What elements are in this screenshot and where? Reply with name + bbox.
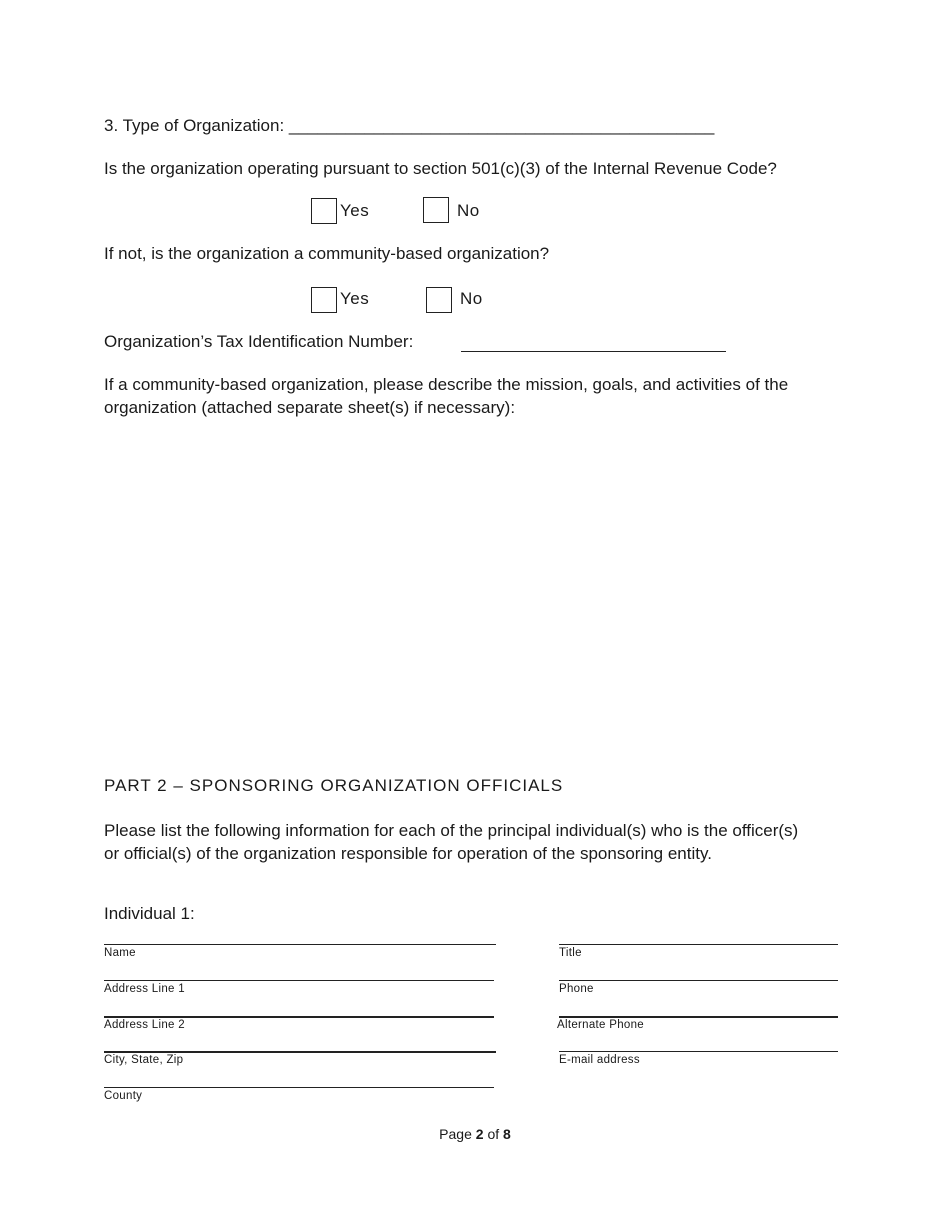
email-input-line[interactable]	[559, 1051, 838, 1052]
checkbox-501c3-no[interactable]	[423, 197, 449, 223]
field-label-city-state-zip: City, State, Zip	[104, 1054, 184, 1066]
page-total: 8	[503, 1126, 511, 1142]
question-community-based: If not, is the organization a community-based organization?	[104, 244, 550, 263]
checkbox-501c3-yes[interactable]	[311, 198, 337, 224]
part2-instructions: Please list the following information for each of the principal individual(s) who is the officer(s) or official(s) of the organization responsible for operation of the sponsoring entity.	[104, 821, 799, 863]
county-input-line[interactable]	[104, 1087, 494, 1088]
label-501c3-yes: Yes	[340, 201, 370, 220]
page-current: 2	[475, 1126, 484, 1142]
field-label-alternate-phone: Alternate Phone	[557, 1019, 644, 1031]
tax-id-label: Organization’s Tax Identification Number:	[104, 332, 414, 351]
part2-heading: PART 2 – SPONSORING ORGANIZATION OFFICIALS	[104, 776, 564, 795]
page-prefix: Page	[439, 1126, 472, 1142]
field-label-address-line-2: Address Line 2	[104, 1019, 185, 1031]
label-cbo-yes: Yes	[340, 289, 370, 308]
field-label-phone: Phone	[559, 983, 594, 995]
field-label-title: Title	[559, 947, 582, 959]
field-label-address-line-1: Address Line 1	[104, 983, 185, 995]
name-input-line[interactable]	[104, 944, 496, 945]
phone-input-line[interactable]	[559, 980, 838, 981]
label-cbo-no: No	[460, 289, 483, 308]
checkbox-cbo-no[interactable]	[426, 287, 452, 313]
title-input-line[interactable]	[559, 944, 838, 945]
field-label-county: County	[104, 1090, 143, 1102]
individual-1-label: Individual 1:	[104, 904, 195, 923]
field-label-name: Name	[104, 947, 136, 959]
field-label-email: E-mail address	[559, 1054, 640, 1066]
checkbox-cbo-yes[interactable]	[311, 287, 337, 313]
page-number	[0, 1125, 950, 1143]
page-of: of	[487, 1126, 500, 1142]
label-501c3-no: No	[457, 201, 480, 220]
mission-description-prompt: If a community-based organization, please describe the mission, goals, and activities of the organization (attached separate sheet(s) if necessary):	[104, 375, 789, 417]
address-line-1-input-line[interactable]	[104, 980, 494, 981]
tax-id-input-line[interactable]	[461, 351, 726, 352]
type-of-organization-label: 3. Type of Organization: _____________________________________________	[104, 116, 715, 135]
question-501c3: Is the organization operating pursuant to section 501(c)(3) of the Internal Revenue Code?	[104, 159, 777, 178]
